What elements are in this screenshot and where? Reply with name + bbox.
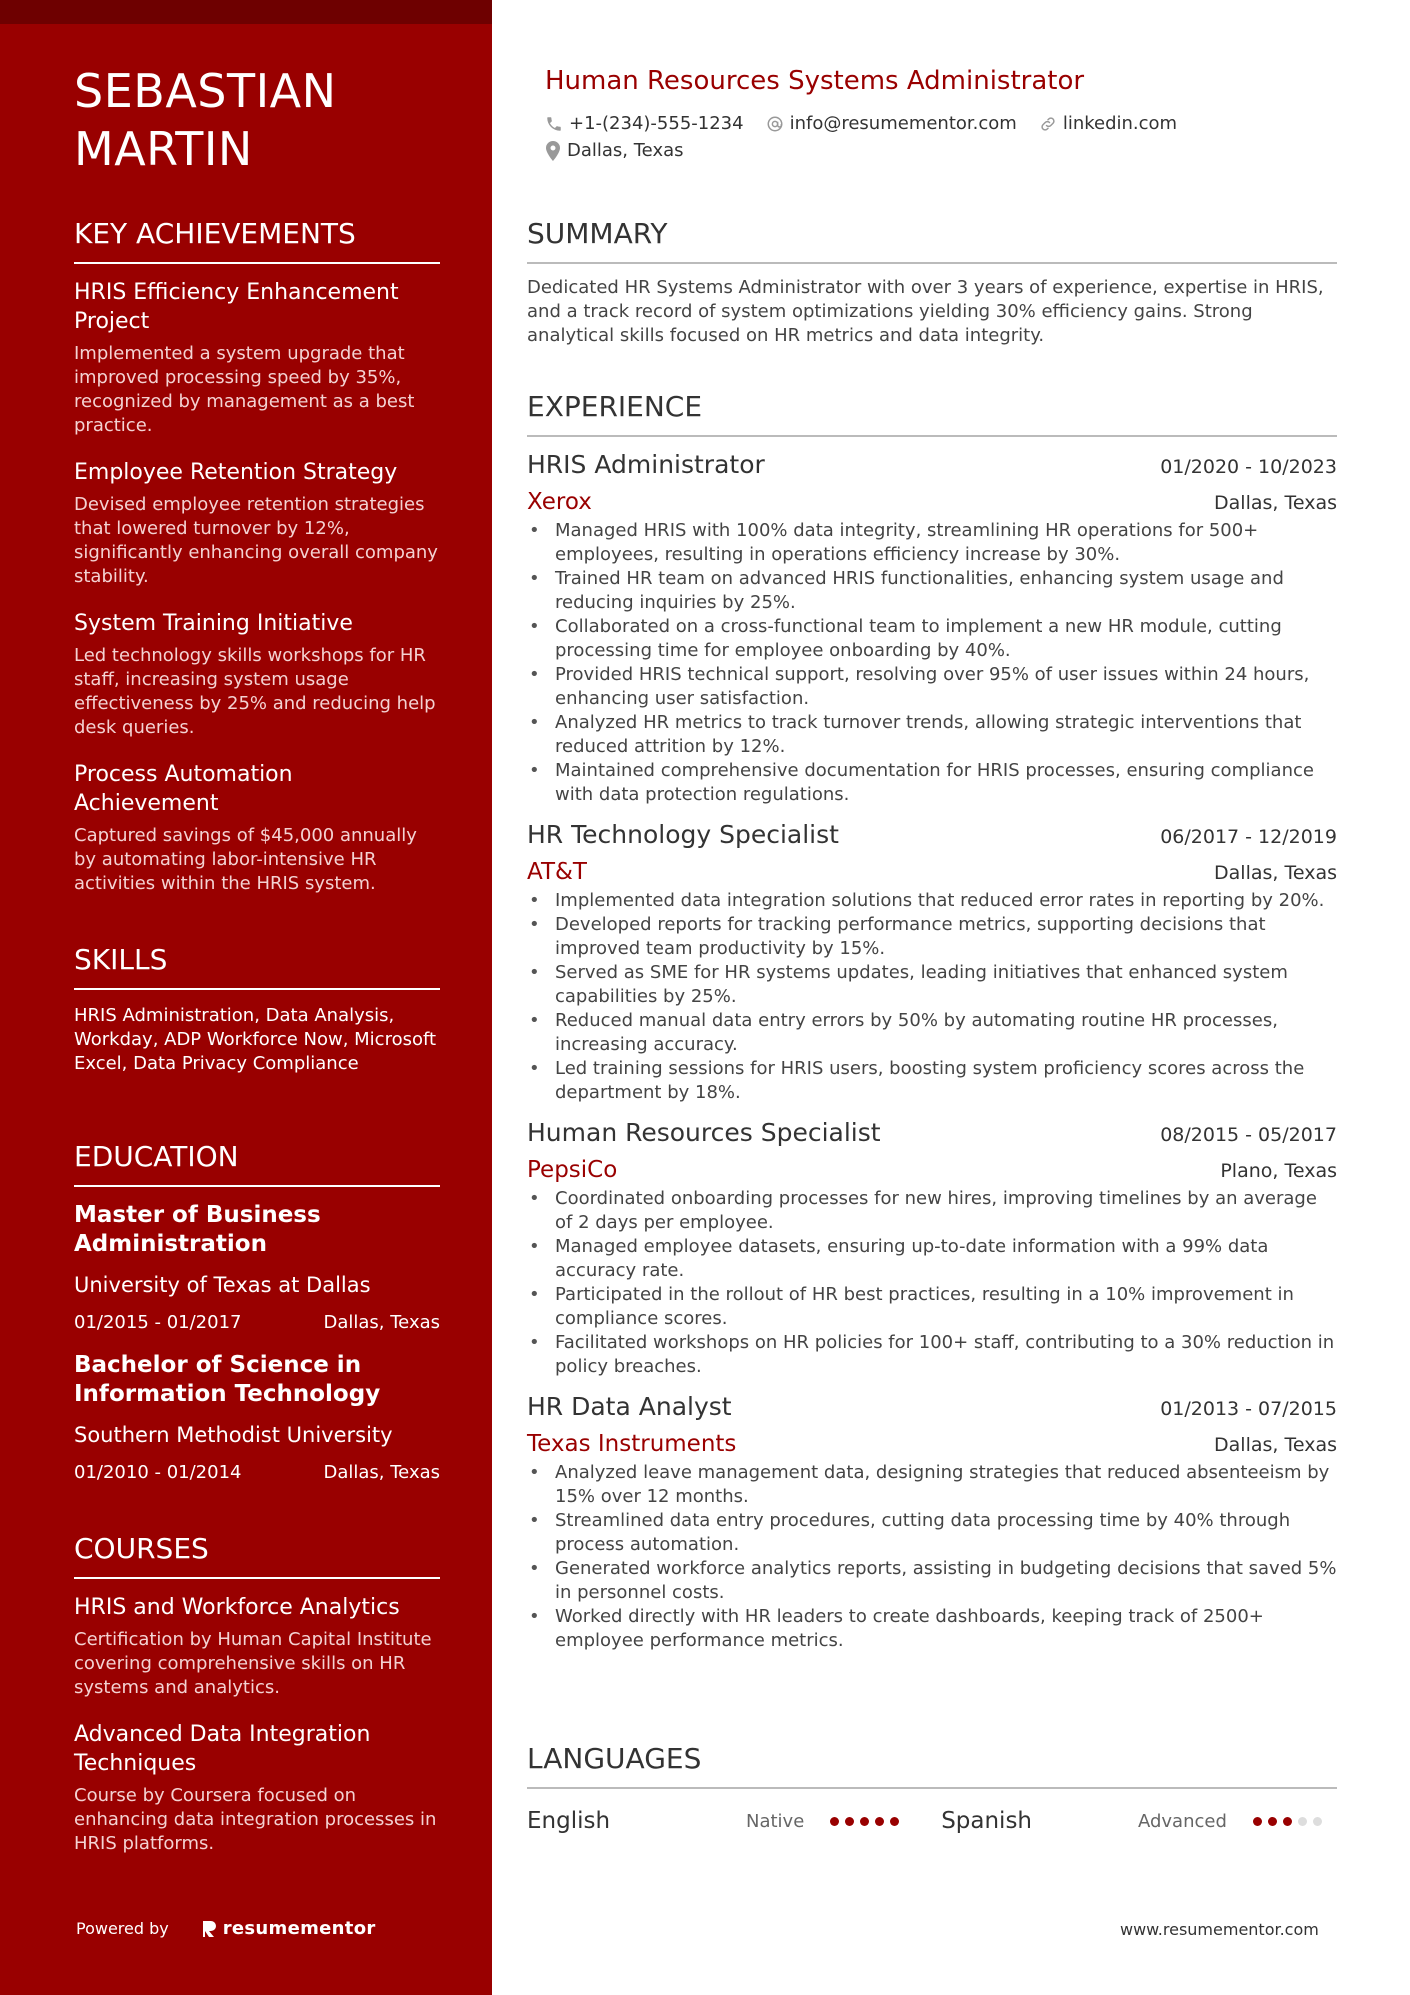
job-header [527, 1117, 1337, 1149]
bullet-item: • Facilitated workshops on HR policies for 100+ staff, contributing to a 30% reduction in policy breaches. [527, 1331, 1337, 1379]
job-header [527, 819, 1337, 851]
courses-section [74, 1531, 440, 1876]
skills-section [74, 942, 440, 1076]
email-contact[interactable] [766, 113, 1017, 134]
course-title: Advanced Data Integration Techniques [74, 1722, 371, 1776]
course-description: Certification by Human Capital Institute covering comprehensive skills on HR systems and analytics. [74, 1629, 432, 1698]
brand-name: resumementor [222, 1918, 376, 1939]
bullet-item: • Analyzed leave management data, designing strategies that reduced absenteeism by 15% over 12 months. [527, 1461, 1337, 1509]
phone-text: +1-(234)-555-1234 [569, 113, 744, 134]
key-achievements-section [74, 216, 440, 916]
rating-dot [1268, 1817, 1277, 1826]
education-section [74, 1139, 440, 1501]
job-company: Xerox [527, 489, 592, 515]
phone-icon [545, 115, 563, 133]
education-school: University of Texas at Dallas [74, 1273, 371, 1297]
bullet-item: • Managed employee datasets, ensuring up-to-date information with a 99% data accuracy rate. [527, 1235, 1337, 1283]
job-location: Dallas, Texas [1214, 1434, 1337, 1456]
job-company-row [527, 1429, 1337, 1459]
location-pin-icon [545, 141, 561, 161]
rating-dot [1298, 1817, 1307, 1826]
education-school: Southern Methodist University [74, 1423, 393, 1447]
education-item [74, 1351, 440, 1485]
powered-by [76, 1918, 376, 1939]
linkedin-contact[interactable] [1039, 113, 1177, 134]
achievements-list [74, 278, 440, 896]
job-entry [527, 449, 1337, 807]
education-meta [74, 1311, 440, 1335]
education-item [74, 1201, 440, 1335]
bullet-item: • Coordinated onboarding processes for new hires, improving timelines by an average of 2 days per employee. [527, 1187, 1337, 1235]
linkedin-text: linkedin.com [1062, 113, 1178, 134]
email-text: info@resumementor.com [789, 113, 1017, 134]
summary-section [527, 216, 1337, 348]
bullet-item: • Participated in the rollout of HR best practices, resulting in a 10% improvement in compliance scores. [527, 1283, 1337, 1331]
job-location: Plano, Texas [1220, 1160, 1337, 1182]
language-rating [1253, 1817, 1337, 1826]
course-item [74, 1720, 440, 1856]
experience-section [527, 389, 1337, 1665]
job-company: AT&T [527, 859, 587, 885]
candidate-name: SEBASTIAN MARTIN [74, 64, 337, 176]
course-item [74, 1593, 440, 1700]
skills-text: HRIS Administration, Data Analysis, Workday, ADP Workforce Now, Microsoft Excel, Data Privacy Compliance [74, 1005, 437, 1074]
jobs-list [527, 449, 1337, 1653]
job-company: PepsiCo [527, 1157, 618, 1183]
language-name: Spanish [941, 1808, 1033, 1834]
education-degree: Bachelor of Science in Information Technology [74, 1352, 381, 1407]
courses-list [74, 1593, 440, 1856]
brand-link[interactable] [201, 1918, 376, 1939]
job-bullets [527, 1187, 1337, 1379]
language-level: Native [746, 1810, 805, 1832]
location-row [545, 140, 706, 161]
achievement-item [74, 760, 440, 896]
bullet-item: • Reduced manual data entry errors by 50% by automating routine HR processes, increasing accuracy. [527, 1009, 1337, 1057]
location-contact [545, 140, 684, 161]
rating-dot [860, 1817, 869, 1826]
job-dates: 01/2020 - 10/2023 [1160, 456, 1337, 478]
languages-row [527, 1801, 1337, 1841]
job-bullets [527, 889, 1337, 1105]
bullet-item: • Trained HR team on advanced HRIS functionalities, enhancing system usage and reducing inquiries by 25%. [527, 567, 1337, 615]
resumementor-logo-icon [201, 1920, 217, 1938]
education-list [74, 1201, 440, 1485]
bullet-item: • Worked directly with HR leaders to create dashboards, keeping track of 2500+ employee performance metrics. [527, 1605, 1337, 1653]
achievement-description: Led technology skills workshops for HR staff, increasing system usage effectiveness by 25% and reducing help desk queries. [74, 645, 436, 738]
bullet-item: • Implemented data integration solutions that reduced error rates in reporting by 20%. [527, 889, 1337, 913]
job-company-row [527, 487, 1337, 517]
job-bullets [527, 1461, 1337, 1653]
job-role: HRIS Administrator [527, 450, 765, 479]
course-title: HRIS and Workforce Analytics [74, 1595, 400, 1620]
achievement-title: HRIS Efficiency Enhancement Project [74, 280, 399, 334]
section-heading: KEY ACHIEVEMENTS [74, 216, 440, 264]
rating-dot [1283, 1817, 1292, 1826]
rating-dot [875, 1817, 884, 1826]
education-dates: 01/2015 - 01/2017 [74, 1312, 242, 1333]
rating-dot [830, 1817, 839, 1826]
section-heading: SKILLS [74, 942, 440, 990]
job-company-row [527, 1155, 1337, 1185]
achievement-description: Captured savings of $45,000 annually by automating labor-intensive HR activities within the HRIS system. [74, 825, 417, 894]
education-degree: Master of Business Administration [74, 1202, 321, 1257]
achievement-title: Process Automation Achievement [74, 762, 293, 816]
achievement-item [74, 458, 440, 589]
achievement-title: System Training Initiative [74, 611, 353, 636]
bullet-item: • Generated workforce analytics reports, assisting in budgeting decisions that saved 5% in personnel costs. [527, 1557, 1337, 1605]
email-icon [766, 115, 784, 133]
job-company: Texas Instruments [527, 1431, 737, 1457]
section-heading: EDUCATION [74, 1139, 440, 1187]
bullet-item: • Analyzed HR metrics to track turnover trends, allowing strategic interventions that reduced attrition by 12%. [527, 711, 1337, 759]
section-heading: SUMMARY [527, 216, 1337, 264]
bullet-item: • Served as SME for HR systems updates, leading initiatives that enhanced system capabilities by 25%. [527, 961, 1337, 1009]
bullet-item: • Led training sessions for HRIS users, boosting system proficiency scores across the department by 18%. [527, 1057, 1337, 1105]
language-rating [830, 1817, 914, 1826]
education-location: Dallas, Texas [323, 1462, 440, 1483]
job-location: Dallas, Texas [1214, 492, 1337, 514]
language-level: Advanced [1137, 1810, 1227, 1832]
rating-dot [1253, 1817, 1262, 1826]
contact-row [545, 113, 1199, 134]
bullet-item: • Developed reports for tracking performance metrics, supporting decisions that improved team productivity by 15%. [527, 913, 1337, 961]
job-role: HR Technology Specialist [527, 820, 839, 849]
job-company-row [527, 857, 1337, 887]
powered-by-label: Powered by [76, 1919, 169, 1938]
phone-contact[interactable] [545, 113, 744, 134]
sidebar [0, 0, 492, 1995]
achievement-description: Devised employee retention strategies that lowered turnover by 12%, significantly enhancing overall company stability. [74, 494, 438, 587]
rating-dot [845, 1817, 854, 1826]
bullet-item: • Maintained comprehensive documentation for HRIS processes, ensuring compliance with data protection regulations. [527, 759, 1337, 807]
job-entry [527, 1391, 1337, 1653]
bullet-item: • Provided HRIS technical support, resolving over 95% of user issues within 24 hours, enhancing user satisfaction. [527, 663, 1337, 711]
bullet-item: • Streamlined data entry procedures, cutting data processing time by 40% through process automation. [527, 1509, 1337, 1557]
section-heading: COURSES [74, 1531, 440, 1579]
sidebar-top-bar [0, 0, 492, 24]
achievement-description: Implemented a system upgrade that improved processing speed by 35%, recognized by management as a best practice. [74, 343, 415, 436]
job-role: HR Data Analyst [527, 1392, 732, 1421]
job-title: Human Resources Systems Administrator [545, 66, 1085, 96]
job-header [527, 1391, 1337, 1423]
course-description: Course by Coursera focused on enhancing data integration processes in HRIS platforms. [74, 1785, 437, 1854]
education-location: Dallas, Texas [323, 1312, 440, 1333]
bullet-item: • Managed HRIS with 100% data integrity, streamlining HR operations for 500+ employees, resulting in operations efficiency increase by 30%. [527, 519, 1337, 567]
link-icon [1039, 115, 1057, 133]
footer-url[interactable]: www.resumementor.com [1120, 1920, 1319, 1939]
job-dates: 01/2013 - 07/2015 [1160, 1398, 1337, 1420]
job-entry [527, 1117, 1337, 1379]
education-meta [74, 1461, 440, 1485]
job-entry [527, 819, 1337, 1105]
job-dates: 08/2015 - 05/2017 [1160, 1124, 1337, 1146]
achievement-title: Employee Retention Strategy [74, 460, 398, 485]
job-dates: 06/2017 - 12/2019 [1160, 826, 1337, 848]
bullet-item: • Collaborated on a cross-functional team to implement a new HR module, cutting processing time for employee onboarding by 40%. [527, 615, 1337, 663]
language-name: English [527, 1808, 611, 1834]
rating-dot [1313, 1817, 1322, 1826]
summary-text: Dedicated HR Systems Administrator with over 3 years of experience, expertise in HRIS, and a track record of system optimizations yielding 30% efficiency gains. Strong analytical skills focused on HR metrics and data integrity. [527, 277, 1324, 346]
job-bullets [527, 519, 1337, 807]
section-heading: EXPERIENCE [527, 389, 1337, 437]
education-dates: 01/2010 - 01/2014 [74, 1462, 242, 1483]
job-header [527, 449, 1337, 481]
achievement-item [74, 278, 440, 438]
location-text: Dallas, Texas [567, 140, 684, 161]
job-role: Human Resources Specialist [527, 1118, 881, 1147]
job-location: Dallas, Texas [1214, 862, 1337, 884]
section-heading: LANGUAGES [527, 1741, 1337, 1789]
rating-dot [890, 1817, 899, 1826]
achievement-item [74, 609, 440, 740]
languages-section [527, 1741, 1337, 1841]
